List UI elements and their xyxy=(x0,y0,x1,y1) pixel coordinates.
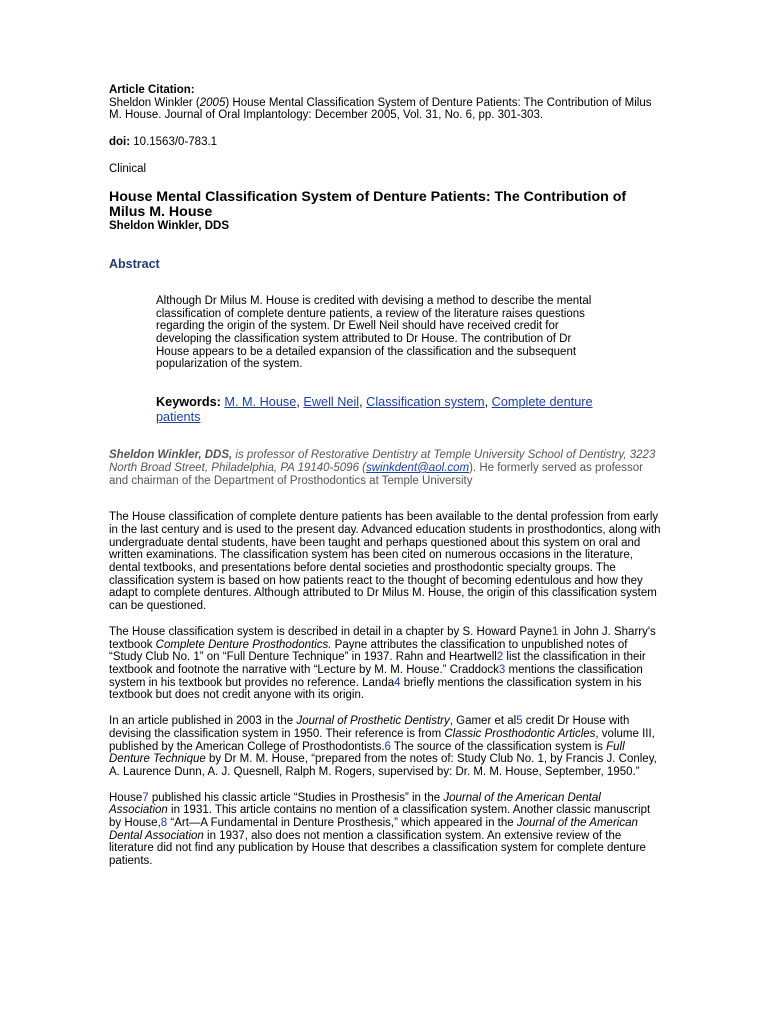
doi-line: doi: 10.1563/0-783.1 xyxy=(109,136,218,149)
reference-link-6[interactable]: 6 xyxy=(384,740,391,753)
keyword-link-complete-denture[interactable]: Complete denture patients xyxy=(156,395,593,425)
reference-link-7[interactable]: 7 xyxy=(142,791,149,804)
body-paragraph-1: The House classification of complete denture patients has been available to the dental profession from early in the last century and is used to the present day. Advanced education students in prosthodontics, along with undergraduate dental students, have been taught and perhaps questioned about this system on oral and written examinations. The classification system has been cited on numerous occasions in the literature, dental textbooks, and presentations before dental societies and prosthodontic specialty groups. The classification system is based on how patients react to the thought of becoming edentulous and how they adapt to complete dentures. Although attributed to Dr Milus M. House, the origin of this classification system can be questioned. xyxy=(109,511,661,613)
reference-link-4[interactable]: 4 xyxy=(394,676,401,689)
keyword-link-classification[interactable]: Classification system xyxy=(366,395,485,410)
article-byline: Sheldon Winkler, DDS xyxy=(109,219,230,232)
abstract-heading: Abstract xyxy=(109,257,160,272)
citation-year: 2005 xyxy=(199,96,226,109)
reference-link-8[interactable]: 8 xyxy=(160,817,168,830)
body-paragraph-4: House7 published his classic article “Studies in Prosthesis” in the Journal of the American Dental Association in 1931. This article contains no mention of a classification system. Another classic manuscript by House,8 “Art—A Fundamental in Denture Prosthesis,” which appeared in the Journal of the American Dental Association in 1937, also does not mention a classification system. An extensive review of the literature did not find any publication by House that describes a classification system for complete denture patients. xyxy=(109,791,651,868)
reference-link-2[interactable]: 2 xyxy=(496,651,504,664)
body-paragraph-3: In an article published in 2003 in the Journal of Prosthetic Dentistry, Gamer et al5 credit Dr House with devising the classification system in 1950. Their reference is from Classic Prosthodontic Articles, volume III, published by the American College of Prosthodontists.6 The source of the classification system is Full Denture Technique by Dr M. M. House, “prepared from the notes of: Study Club No. 1, by Francis J. Conley, A. Laurence Dunn, A. J. Quesnell, Ralph M. Rogers, supervised by: Dr. M. M. House, September, 1950.” xyxy=(109,715,657,778)
doi-value: 10.1563/0-783.1 xyxy=(133,136,218,149)
reference-link-3[interactable]: 3 xyxy=(498,663,506,676)
keywords-line: Keywords: M. M. House, Ewell Neil, Classification system, Complete denture patients xyxy=(156,395,593,425)
citation-text: Sheldon Winkler (2005) House Mental Classification System of Denture Patients: The Contribution of Milus M. House. Journal of Oral Implantology: December 2005, Vol. 31, No. 6, pp. 301-303. xyxy=(109,96,652,122)
abstract-text: Although Dr Milus M. House is credited with devising a method to describe the mental classification of complete denture patients, a review of the literature raises questions regarding the origin of the system. Dr Ewell Neil should have received credit for developing the classification system attributed to Dr House. The contribution of Dr House appears to be a detailed expansion of the classification and the subsequent popularization of the system. xyxy=(156,294,592,371)
body-paragraph-2: The House classification system is described in detail in a chapter by S. Howard Payne1 in John J. Sharry's textbook Complete Denture Prosthodontics. Payne attributes the classification to unpublished notes of “Study Club No. 1” on “Full Denture Technique” in 1937. Rahn and Heartwell2 list the classification in their textbook and footnote the narrative with “Lecture by M. M. House.” Craddock3 mentions the classification system in his textbook but provides no reference. Landa4 briefly mentions the classification system in his textbook but does not credit anyone with its origin. xyxy=(109,625,656,702)
section-label: Clinical xyxy=(109,162,147,175)
keyword-link-neil[interactable]: Ewell Neil xyxy=(303,395,360,410)
article-page xyxy=(109,84,661,868)
bio-name: Sheldon Winkler, DDS, xyxy=(109,449,233,462)
keyword-link-house[interactable]: M. M. House xyxy=(224,395,297,410)
reference-link-5[interactable]: 5 xyxy=(516,715,523,728)
keywords-label: Keywords: xyxy=(156,395,221,410)
reference-link-1[interactable]: 1 xyxy=(551,625,559,638)
article-title: House Mental Classification System of Denture Patients: The Contribution of Milus M. House xyxy=(109,188,627,220)
author-bio: Sheldon Winkler, DDS, is professor of Restorative Dentistry at Temple University School of Dentistry, 3223 North Broad Street, Philadelphia, PA 19140-5096 (swinkdent@aol.com). He formerly served as professor and chairman of the Department of Prosthodontics at Temple University xyxy=(109,449,656,487)
author-email-link[interactable]: swinkdent@aol.com xyxy=(366,461,470,474)
citation-label: Article Citation: xyxy=(109,84,195,96)
